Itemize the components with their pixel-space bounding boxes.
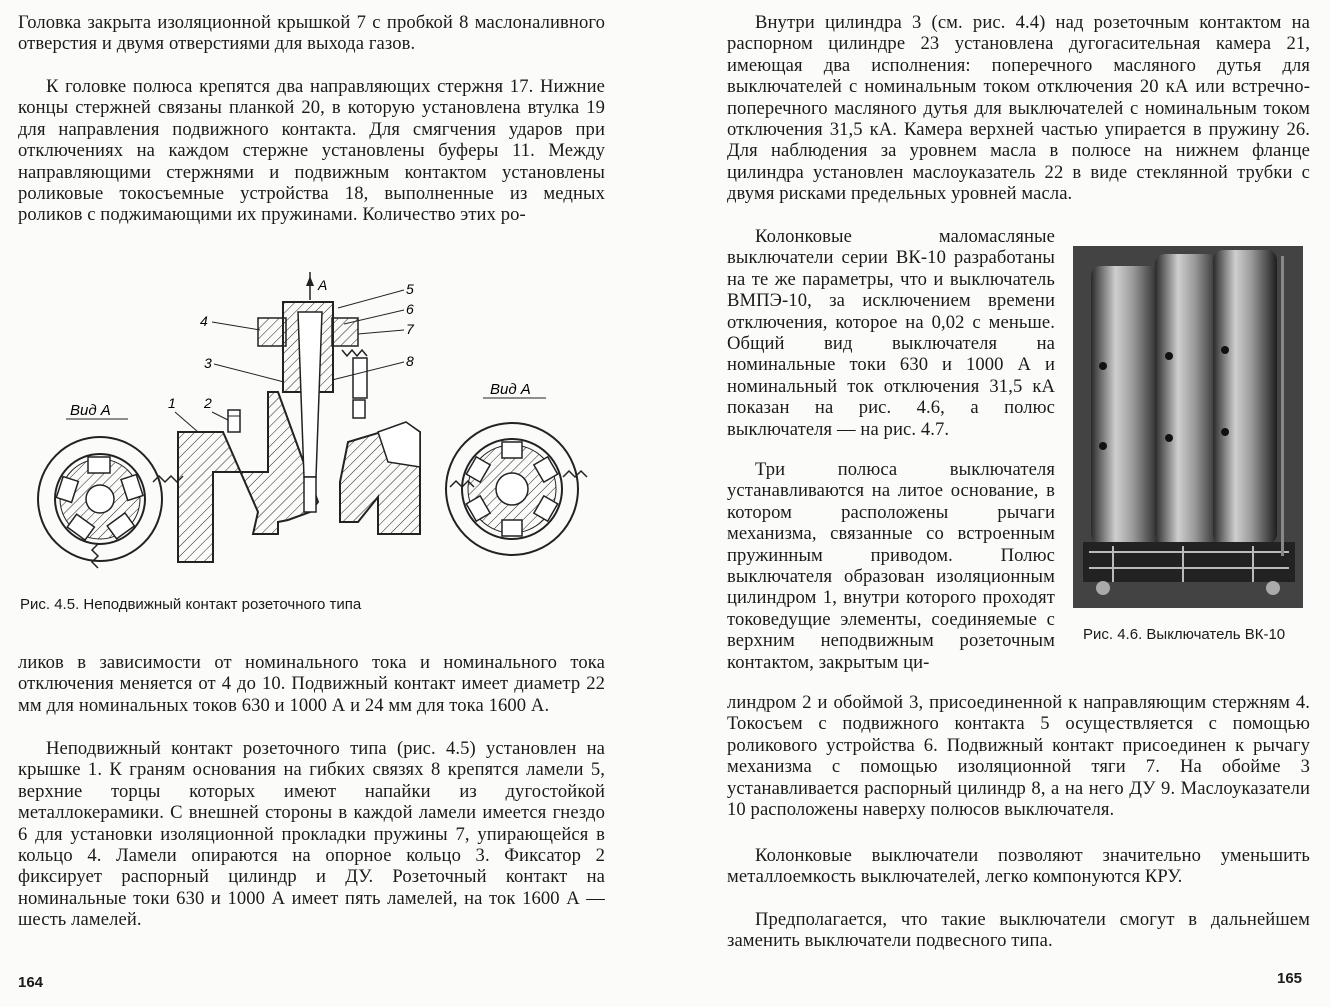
right-paragraph-5: Колонковые выключатели позволяют значительно уменьшить металлоемкость выключателей, легко компонуются КРУ. <box>727 845 1310 888</box>
callout-5: 5 <box>406 281 414 297</box>
right-paragraph-6: Предполагается, что такие выключатели смогут в дальнейшем заменить выключатели подвесного типа. <box>727 909 1310 952</box>
arrow-a-label: А <box>318 277 328 293</box>
callout-3: 3 <box>204 355 212 371</box>
callout-4: 4 <box>200 313 208 329</box>
callout-8: 8 <box>406 353 414 369</box>
left-paragraph-4: Неподвижный контакт розеточного типа (рис. 4.5) установлен на крышке 1. К граням основания на гибких связях 8 крепятся ламели 5, верхние торцы которых имеют напайки из дугостойкой металлокерамики. С внешней стороны в каждой ламели имеется гнездо 6 для установки изоляционной прокладки пружины 7, упирающейся в кольцо 4. Ламели опираются на опорное кольцо 3. Фиксатор 2 фиксирует распорный цилиндр и ДУ. Розеточный контакт на номинальные токи 630 и 1000 А имеет пять ламелей, на ток 1600 А — шесть ламелей. <box>18 738 605 931</box>
left-paragraph-2: К головке полюса крепятся два направляющих стержня 17. Нижние концы стержней связаны планкой 20, в которую установлена втулка 19 для направления подвижного контакта. Для смягчения ударов при отключениях на каждом стержне установлены буферы 11. Между направляющими стержнями и подвижным контактом установлены роликовые токосъемные устройства 18, выполненные из медных роликов с поджимающими их пружинами. Количество этих ро- <box>18 76 605 226</box>
callout-6: 6 <box>406 301 414 317</box>
callout-2: 2 <box>204 395 212 411</box>
view-a-right-label: Вид А <box>490 381 531 398</box>
section-view <box>178 272 420 562</box>
left-paragraph-1: Головка закрыта изоляционной крышкой 7 с пробкой 8 маслоналивного отверстия и двумя отверстиями для выхода газов. <box>18 12 605 55</box>
callout-1: 1 <box>168 395 176 411</box>
figure-4-6-caption: Рис. 4.6. Выключатель ВК-10 <box>1083 626 1286 643</box>
figure-4-5-drawing <box>28 272 598 572</box>
right-page <box>665 0 1330 1007</box>
right-paragraph-3: Три полюса выключателя устанавливаются на литое основание, в котором расположены рычаги механизма, связанные со встроенным пружинным приводом. Полюс выключателя образован изоляционным цилиндром 1, внутри которого проходят токоведущие элементы, соединяемые с верхним неподвижным розеточным контактом, закрытым ци- <box>727 459 1055 673</box>
figure-4-6-photo <box>1073 246 1303 608</box>
view-a-left <box>38 402 183 568</box>
figure-4-5-caption: Рис. 4.5. Неподвижный контакт розеточного типа <box>20 596 362 613</box>
left-paragraph-3: ликов в зависимости от номинального тока и номинального тока отключения меняется от 4 до 10. Подвижный контакт имеет диаметр 22 мм для номинальных токов 630 и 1000 А и 24 мм для тока 1600 А. <box>18 652 605 716</box>
breaker-poles <box>1091 250 1277 544</box>
view-a-left-label: Вид А <box>70 402 111 419</box>
view-a-right <box>446 381 587 555</box>
right-paragraph-1: Внутри цилиндра 3 (см. рис. 4.4) над розеточным контактом на распорном цилиндре 23 установлена дугогасительная камера 21, имеющая два исполнения: поперечного масляного дутья для выключателей с номинальным током отключения 20 кА или встречно-поперечного масляного дутья для выключателей с номинальным током отключения 31,5 кА. Камера верхней частью упирается в пружину 26. Для наблюдения за уровнем масла в полюсе на нижнем фланце цилиндра установлен маслоуказатель 22 в виде стеклянной трубки с двумя рисками предельных уровней масла. <box>727 12 1310 205</box>
right-paragraph-2: Колонковые маломасляные выключатели серии ВК-10 разработаны на те же параметры, что и выключатель ВМПЭ-10, за исключением времени отключения, которое на 0,02 с меньше. Общий вид выключателя на номинальные токи 630 и 1000 А и номинальный ток отключения 31,5 кА показан на рис. 4.6, а полюс выключателя — на рис. 4.7. <box>727 226 1055 440</box>
page-number-right: 165 <box>1277 970 1303 987</box>
right-paragraph-4: линдром 2 и обоймой 3, присоединенной к направляющим стержням 4. Токосъем с подвижного контакта 5 осуществляется с помощью роликового устройства 6. Подвижный контакт присоединен к рычагу механизма с помощью изоляционной тяги 7. На обойме 3 устанавливается распорный цилиндр 8, а на него ДУ 9. Маслоуказатели 10 расположены наверху полюсов выключателя. <box>727 692 1310 821</box>
page-number-left: 164 <box>18 974 44 991</box>
callout-7: 7 <box>406 321 414 337</box>
